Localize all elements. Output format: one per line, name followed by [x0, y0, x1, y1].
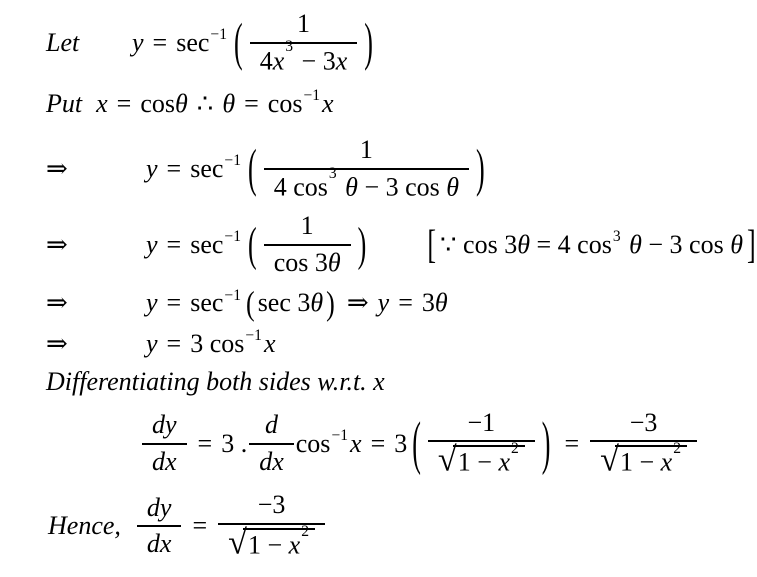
variable-theta: θ	[175, 88, 188, 118]
denominator	[264, 164, 469, 202]
fraction	[428, 409, 535, 479]
variable-y: y	[146, 288, 158, 318]
variable-theta: θ	[338, 172, 358, 202]
variable-x: x	[322, 88, 334, 118]
variable-y: y	[146, 229, 158, 259]
equals-sign: =	[564, 428, 580, 458]
variable-x: x	[335, 46, 348, 76]
sec-function: sec	[190, 154, 224, 184]
line-9	[0, 491, 757, 561]
equals-4cos-term: = 4 cos	[529, 229, 612, 259]
line-3	[0, 136, 757, 202]
equals-sign: =	[192, 510, 208, 540]
line-4	[0, 212, 757, 277]
open-paren: (	[412, 409, 421, 477]
coefficient-4: 4	[259, 46, 273, 76]
equals-sign: =	[197, 428, 213, 458]
square-exponent: 2	[510, 440, 519, 458]
line-6	[0, 328, 757, 361]
cos-function: cos	[267, 88, 303, 118]
label-let: Let	[46, 27, 80, 57]
close-bracket: ]	[747, 221, 756, 267]
variable-theta: θ	[327, 247, 341, 277]
numerator: dy	[146, 492, 172, 522]
variable-x: x	[96, 88, 108, 118]
implies-symbol: ⇒	[346, 288, 369, 318]
variable-y: y	[146, 154, 158, 184]
inverse-exponent: −1	[245, 327, 262, 345]
denominator: dx	[142, 443, 187, 477]
sec3-term: sec 3	[257, 288, 311, 318]
fraction-dy-dx	[142, 411, 187, 476]
inverse-exponent: −1	[331, 427, 349, 445]
label-hence: Hence,	[48, 510, 121, 540]
sec-function: sec	[176, 27, 210, 57]
one-minus-term: 1 −	[619, 448, 661, 478]
square-exponent: 2	[673, 440, 681, 458]
minus-3cos-term: − 3 cos	[357, 172, 440, 202]
cos3-term: cos 3	[463, 229, 518, 259]
equals-sign: =	[166, 229, 182, 259]
denominator	[250, 38, 358, 76]
coefficient-3: 3	[421, 288, 435, 318]
radicand	[243, 522, 315, 560]
square-root	[600, 440, 687, 480]
fraction	[264, 212, 351, 277]
cos3-term: cos 3	[273, 247, 328, 277]
variable-theta: θ	[222, 88, 236, 118]
close-paren: )	[357, 217, 367, 271]
close-paren: )	[541, 409, 551, 477]
equals-sign: =	[116, 88, 132, 118]
cube-exponent: 3	[285, 38, 294, 56]
denominator: dx	[249, 443, 294, 477]
denominator: dx	[137, 525, 182, 559]
equals-sign: =	[166, 154, 182, 184]
variable-x: x	[272, 46, 285, 76]
inverse-exponent: −1	[303, 87, 321, 105]
square-root	[228, 522, 315, 562]
variable-theta: θ	[439, 172, 460, 202]
variable-x: x	[263, 328, 276, 358]
variable-theta: θ	[434, 288, 448, 318]
line-8	[0, 409, 757, 479]
equals-sign: =	[166, 288, 182, 318]
fraction	[590, 409, 697, 479]
line-7	[0, 366, 757, 399]
open-paren: (	[234, 12, 243, 72]
cube-exponent: 3	[612, 227, 621, 245]
variable-y: y	[146, 328, 158, 358]
square-exponent: 2	[301, 522, 309, 540]
minus-3cos-term: − 3 cos	[641, 229, 724, 259]
numerator: 1	[359, 135, 373, 165]
inverse-exponent: −1	[224, 227, 242, 245]
inverse-exponent: −1	[224, 286, 242, 304]
inverse-exponent: −1	[224, 152, 242, 170]
variable-theta: θ	[310, 288, 324, 318]
cos-function: cos	[140, 88, 175, 118]
numerator: dy	[152, 410, 177, 440]
sec-function: sec	[190, 288, 224, 318]
fraction	[264, 136, 469, 202]
fraction-dy-dx	[137, 494, 182, 559]
variable-y: y	[132, 27, 144, 57]
radical-sign: √	[437, 441, 457, 480]
open-paren: (	[246, 284, 255, 322]
square-root	[437, 440, 525, 480]
one-minus-term: 1 −	[457, 448, 499, 478]
fraction	[250, 10, 358, 76]
close-paren: )	[326, 284, 335, 322]
open-paren: (	[248, 217, 257, 271]
implies-symbol: ⇒	[46, 288, 68, 318]
minus-3-term: − 3	[295, 46, 336, 76]
variable-x: x	[660, 448, 673, 478]
equals-sign: =	[166, 328, 182, 358]
variable-x: x	[288, 530, 301, 560]
equals-sign: =	[370, 428, 386, 458]
because-symbol: ∵	[439, 229, 464, 259]
radical-sign: √	[600, 441, 619, 480]
variable-x: x	[350, 428, 362, 458]
numerator: d	[264, 410, 278, 440]
radical-sign: √	[228, 523, 247, 562]
fraction	[218, 491, 325, 561]
one-minus-term: 1 −	[247, 530, 289, 560]
line-2	[0, 88, 757, 121]
denominator	[264, 244, 351, 278]
close-paren: )	[476, 138, 485, 198]
implies-symbol: ⇒	[46, 328, 68, 358]
numerator: 1	[296, 9, 310, 38]
therefore-symbol: ∴	[196, 88, 214, 118]
variable-y: y	[377, 288, 390, 318]
variable-x: x	[498, 448, 510, 478]
numerator: 1	[300, 211, 314, 241]
radicand	[453, 440, 525, 478]
line-1	[0, 10, 757, 76]
differentiating-text: Differentiating both sides w.r.t. x	[46, 367, 385, 397]
cube-exponent: 3	[328, 164, 337, 182]
close-paren: )	[364, 12, 373, 72]
denominator	[428, 440, 535, 479]
sec-function: sec	[190, 229, 224, 259]
fraction-d-dx	[249, 411, 294, 476]
equals-sign: =	[244, 88, 259, 118]
line-5	[0, 284, 757, 322]
implies-symbol: ⇒	[46, 154, 68, 184]
inverse-exponent: −1	[210, 26, 228, 44]
label-put: Put	[46, 88, 83, 118]
variable-theta: θ	[723, 229, 743, 259]
denominator	[590, 440, 697, 479]
4cos-term: 4 cos	[273, 172, 328, 202]
numerator: −3	[257, 490, 286, 520]
open-bracket: [	[427, 221, 436, 267]
variable-theta: θ	[517, 229, 530, 259]
open-paren: (	[248, 138, 257, 198]
numerator: −3	[629, 407, 658, 437]
radicand	[615, 440, 687, 478]
equals-sign: =	[398, 288, 413, 318]
coefficient-3: 3	[394, 428, 408, 458]
implies-symbol: ⇒	[46, 229, 68, 259]
identity-note	[423, 221, 757, 267]
variable-theta: θ	[622, 229, 642, 259]
denominator	[218, 523, 325, 562]
3-dot-term: 3 .	[221, 428, 248, 458]
3cos-term: 3 cos	[190, 328, 245, 358]
cos-function: cos	[295, 428, 331, 458]
equals-sign: =	[152, 27, 168, 57]
numerator: −1	[467, 407, 496, 437]
